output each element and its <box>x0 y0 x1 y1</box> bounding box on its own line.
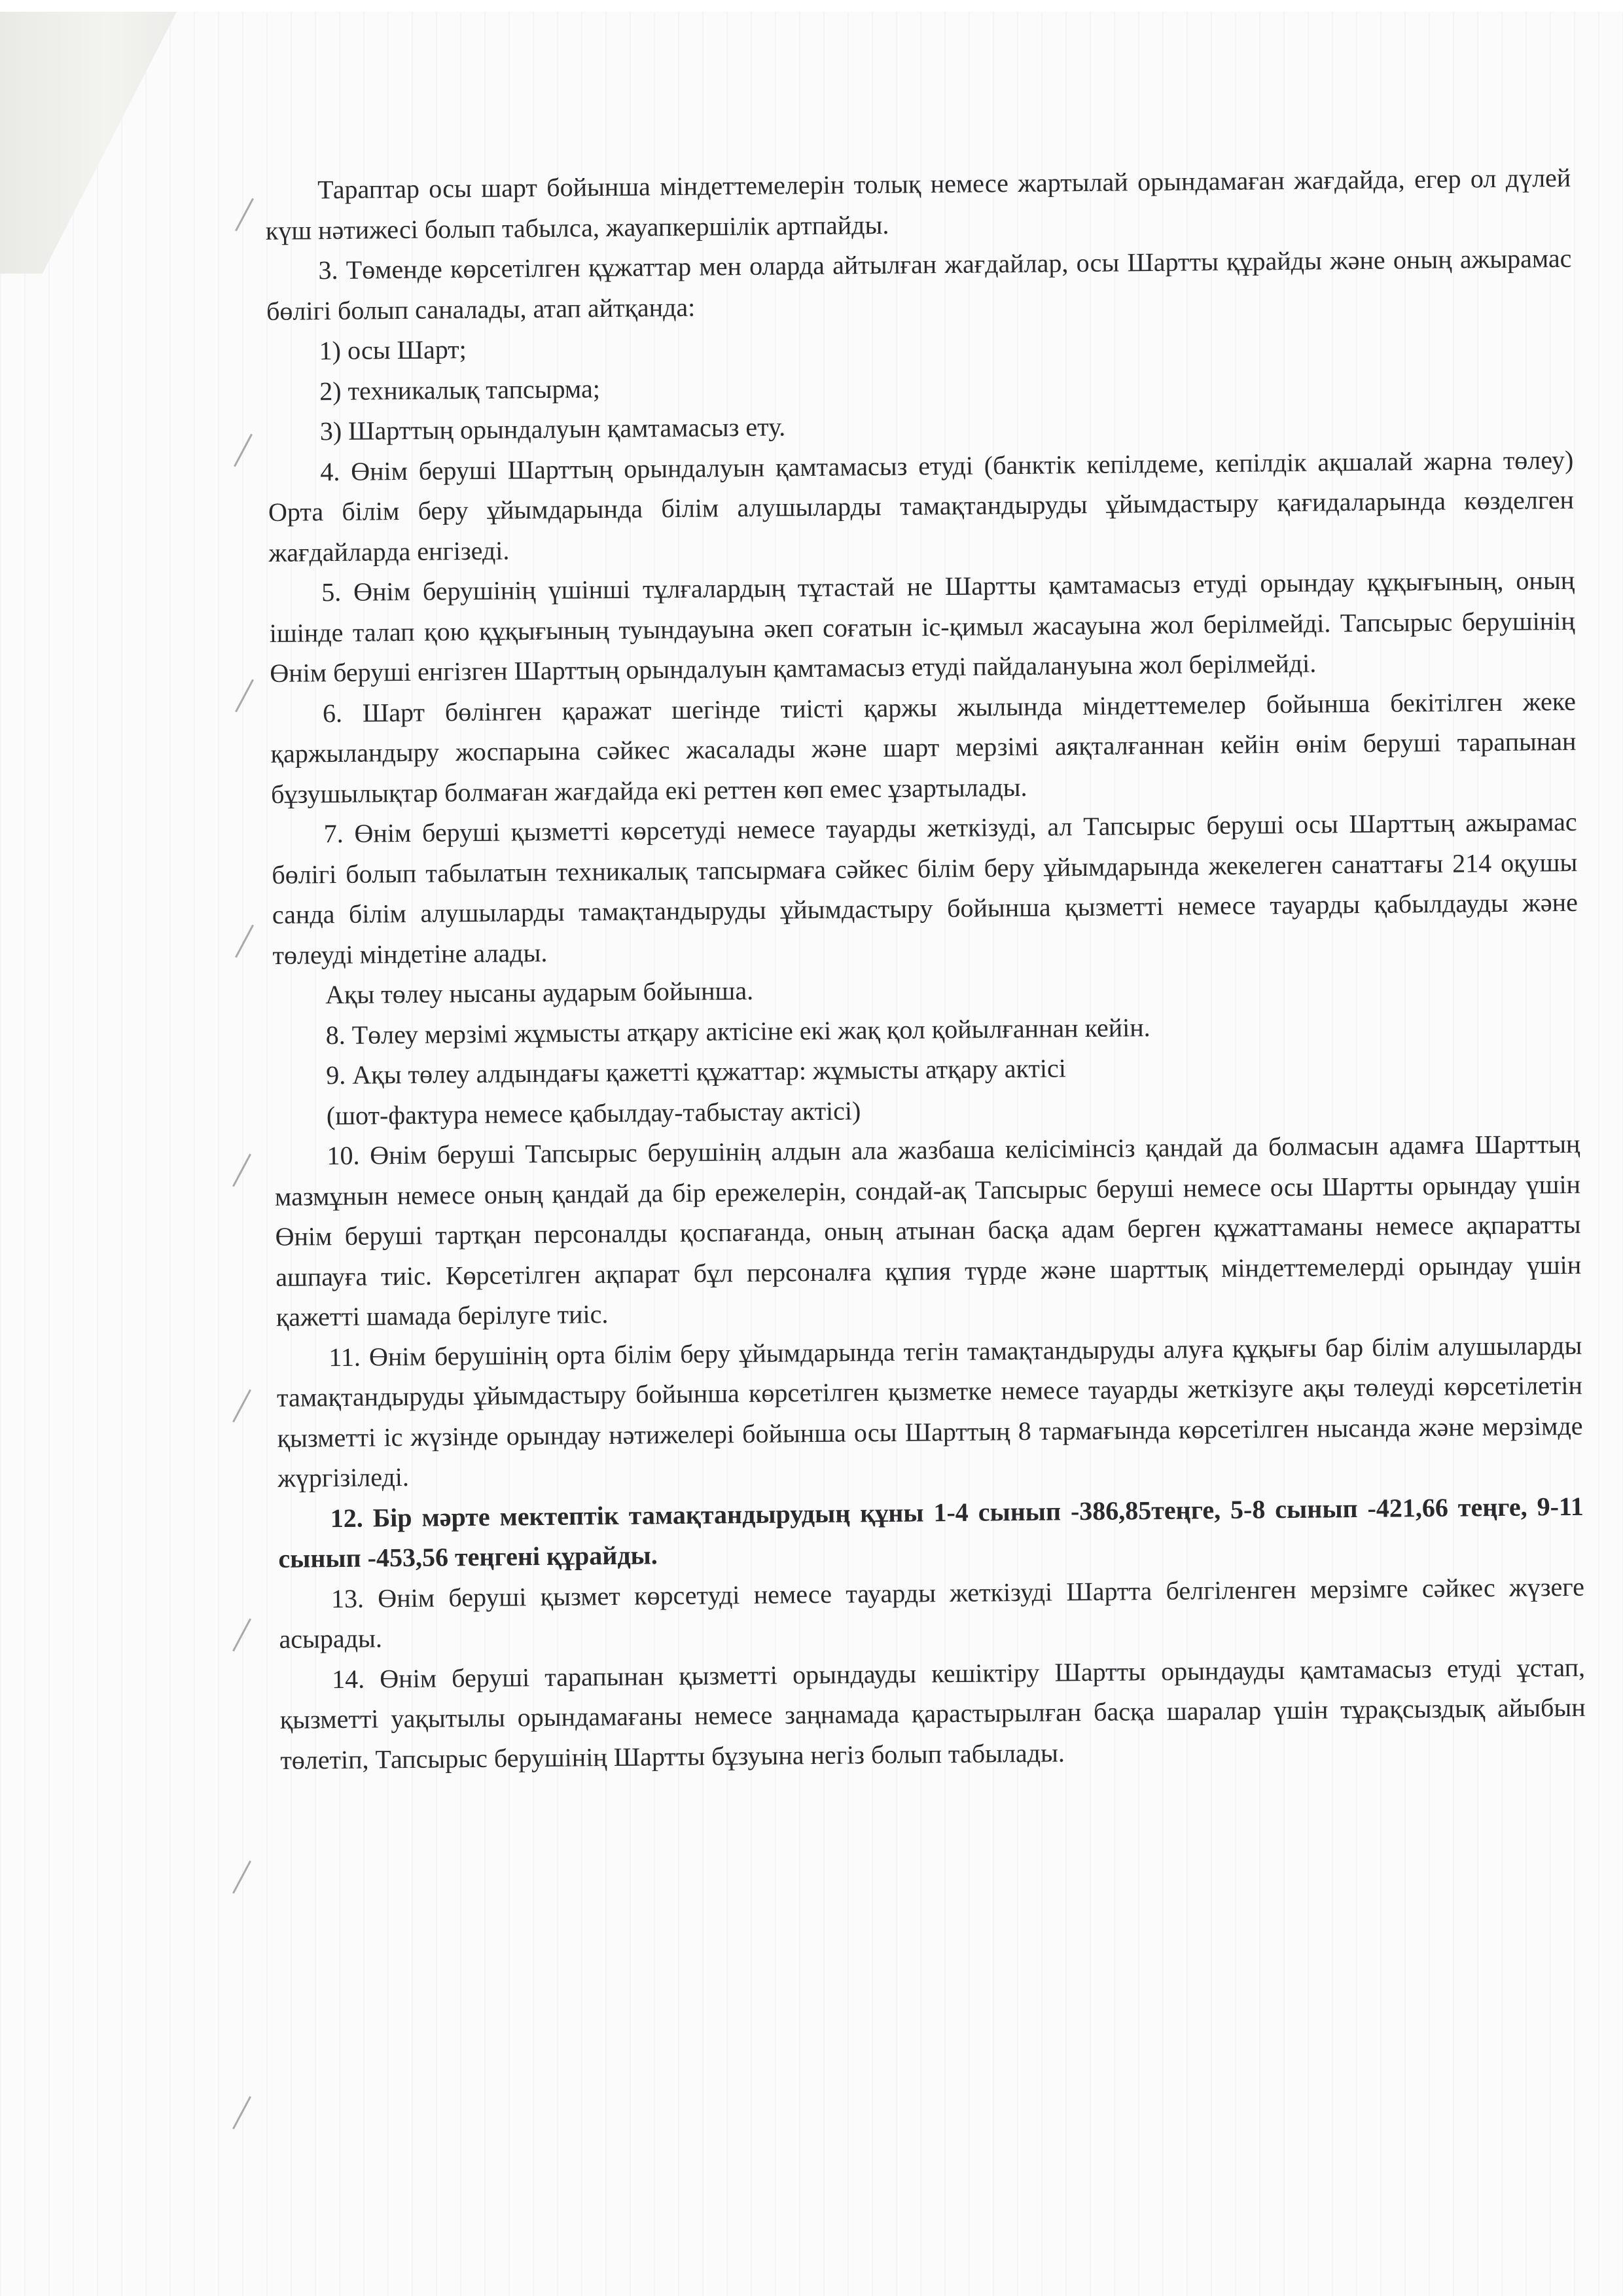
clause-10: 10. Өнім беруші Тапсырыс берушінің алдын ала жазбаша келісімінсіз қандай да болмасын адамға Шарттың мазмұнын немесе оның қандай да бір ережелерін, сондай-ақ Тапсырыс беруші немесе осы Шартты орындау үшін Өнім беруші тартқан персоналды қоспағанда, оның атынан басқа адам берген құжаттаманы немесе ақпаратты ашпауға тиіс. Көрсетілген ақпарат бұл персоналға құпия түрде және шарттық міндеттемелерді орындау үшін қажетті шамада берілуге тиіс. <box>274 1128 1582 1332</box>
clause-4: 4. Өнім беруші Шарттың орындалуын қамтамасыз етуді (банктік кепілдеме, кепілдік ақшалай жарна төлеу) Орта білім беру ұйымдарында білім алушыларды тамақтандыруды ұйымдастыру қағидаларында көзделген жағдайларда енгізеді. <box>268 444 1575 567</box>
scan-top-edge <box>0 0 1623 12</box>
paragraph-force-majeure: Тараптар осы шарт бойынша міндеттемелерін толық немесе жартылай орындамаған жағдайда, егер ол дүлей күш нәтижесі болып табылса, жауапкершілік артпайды. <box>265 162 1571 245</box>
document-body <box>265 158 1586 1780</box>
clause-3-item-3: 3) Шарттың орындалуын қамтамасыз ету. <box>319 412 786 446</box>
clause-5: 5. Өнім берушінің үшінші тұлғалардың тұтастай не Шартты қамтамасыз етуді орындау құқығының, оның ішінде талап қою құқығының туындауына әкеп соғатын іс-қимыл жасауына жол берілмейді. Тапсырыс берушінің Өнім беруші енгізген Шарттың орындалуын қамтамасыз етуді пайдалануына жол берілмейді. <box>269 565 1575 688</box>
clause-9-note: (шот-фактура немесе қабылдау-табыстау актісі) <box>326 1095 861 1130</box>
clause-8: 8. Төлеу мерзімі жұмысты атқару актісіне екі жақ қол қойылғаннан кейін. <box>325 1012 1150 1050</box>
clause-12-meal-cost: 12. Бір мәрте мектептік тамақтандырудың құны 1-4 сынып -386,85теңге, 5-8 сынып -421,66 теңге, 9-11 сынып -453,56 теңгені құрайды. <box>278 1491 1584 1573</box>
clause-13: 13. Өнім беруші қызмет көрсетуді немесе тауарды жеткізуді Шартта белгіленген мерзімге сәйкес жүзеге асырады. <box>279 1571 1585 1654</box>
clause-9: 9. Ақы төлеу алдындағы қажетті құжаттар: жұмысты атқару актісі <box>326 1053 1067 1090</box>
clause-11: 11. Өнім берушінің орта білім беру ұйымдарында тегін тамақтандыруды алуға құқығы бар білім алушыларды тамақтандыруды ұйымдастыру бойынша көрсетілген қызметке немесе тауарды жеткізуге ақы төлеуді көрсетілетін қызметті іс жүзінде орындау нәтижелері бойынша осы Шарттың 8 тармағында көрсетілген нысанда және мерзімде жүргізіледі. <box>276 1330 1583 1493</box>
payment-form: Ақы төлеу нысаны аударым бойынша. <box>325 975 754 1010</box>
clause-3: 3. Төменде көрсетілген құжаттар мен оларда айтылған жағдайлар, осы Шартты құрайды және оның ажырамас бөлігі болып саналады, атап айтқанда: <box>266 243 1572 326</box>
clause-3-item-1: 1) осы Шарт; <box>319 334 467 366</box>
clause-7: 7. Өнім беруші қызметті көрсетуді немесе тауарды жеткізуді, ал Тапсырыс беруші осы Шарттың ажырамас бөлігі болып табылатын техникалық тапсырмаға сәйкес білім беру ұйымдарында жекелеген санаттағы 214 оқушы санда білім алушыларды тамақтандыруды ұйымдастыру бойынша қызметті немесе тауарды қабылдауды және төлеуді міндетіне алады. <box>272 806 1578 970</box>
clause-6: 6. Шарт бөлінген қаражат шегінде тиісті қаржы жылында міндеттемелер бойынша бекітілген жеке қаржыландыру жоспарына сәйкес жасалады және шарт мерзімі аяқталғаннан кейін өнім беруші тарапынан бұзушылықтар болмаған жағдайда екі реттен көп емес ұзартылады. <box>270 686 1577 809</box>
clause-14: 14. Өнім беруші тарапынан қызметті орындауды кешіктіру Шартты орындауды қамтамасыз етуді ұстап, қызметті уақытылы орындамағаны немесе заңнамада қарастырылған басқа шаралар үшін тұрақсыздық айыбын төлетіп, Тапсырыс берушінің Шартты бұзуына негіз болып табылады. <box>279 1652 1586 1775</box>
clause-3-item-2: 2) техникалық тапсырма; <box>319 373 601 406</box>
